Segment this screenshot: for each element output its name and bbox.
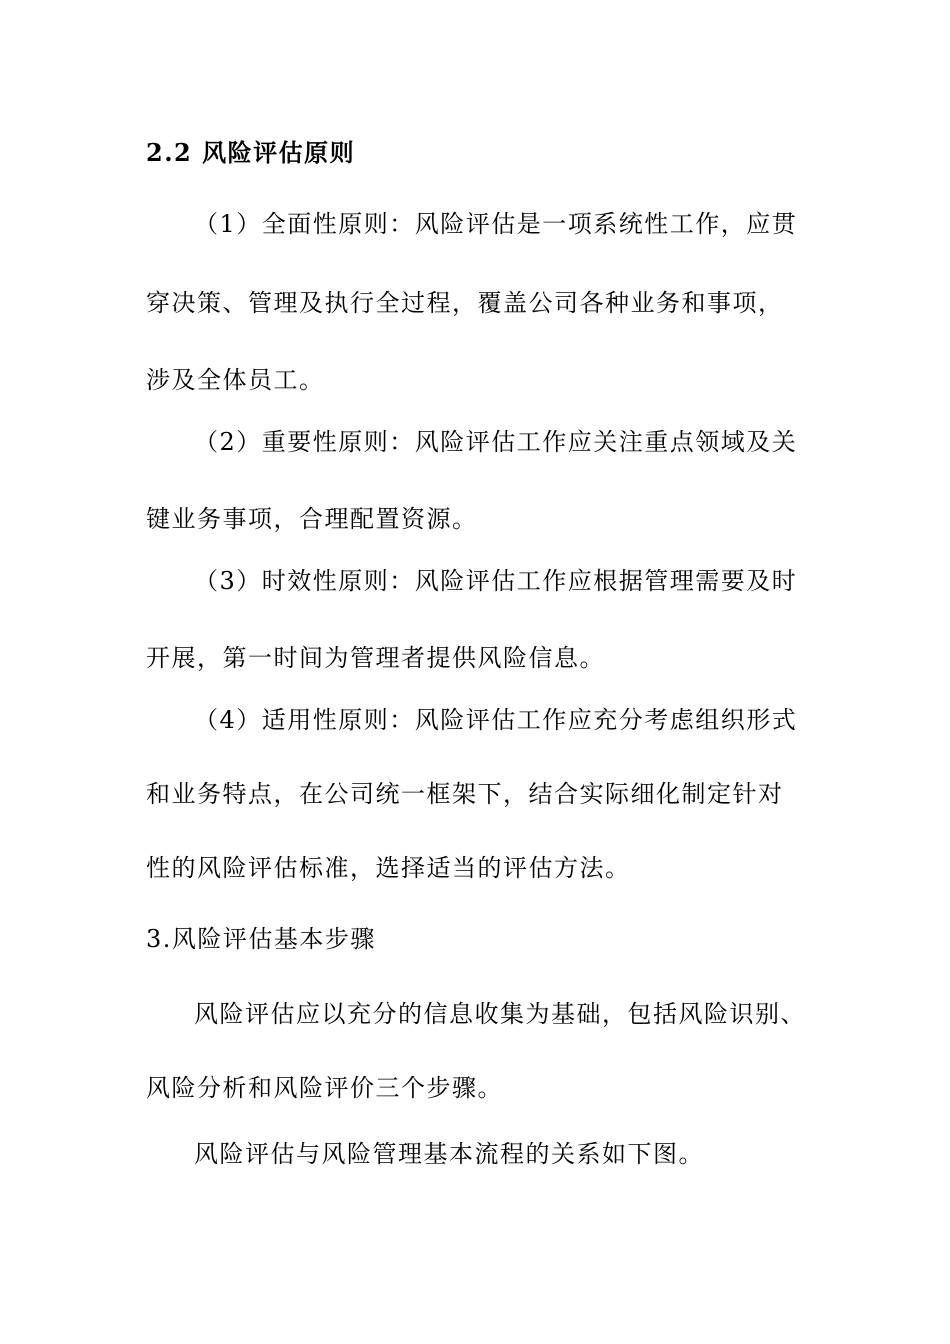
paragraph-timeliness-line-1: （3）时效性原则：风险评估工作应根据管理需要及时 xyxy=(194,567,798,595)
section-heading-3: 3.风险评估基本步骤 xyxy=(146,925,376,953)
paragraph-importance-line-1: （2）重要性原则：风险评估工作应关注重点领域及关 xyxy=(194,428,798,456)
paragraph-timeliness-line-2: 开展，第一时间为管理者提供风险信息。 xyxy=(146,644,605,672)
paragraph-comprehensiveness-line-3: 涉及全体员工。 xyxy=(146,366,325,394)
paragraph-relationship: 风险评估与风险管理基本流程的关系如下图。 xyxy=(194,1140,704,1168)
paragraph-importance-line-2: 键业务事项，合理配置资源。 xyxy=(146,505,478,533)
paragraph-steps-line-2: 风险分析和风险评价三个步骤。 xyxy=(146,1074,503,1102)
section-heading-2-2: 2.2 风险评估原则 xyxy=(146,138,356,167)
paragraph-applicability-line-2: 和业务特点，在公司统一框架下，结合实际细化制定针对 xyxy=(146,780,784,808)
paragraph-steps-line-1: 风险评估应以充分的信息收集为基础，包括风险识别、 xyxy=(194,1000,806,1028)
paragraph-comprehensiveness-line-1: （1）全面性原则：风险评估是一项系统性工作，应贯 xyxy=(194,210,798,238)
paragraph-comprehensiveness-line-2: 穿决策、管理及执行全过程，覆盖公司各种业务和事项， xyxy=(146,289,784,317)
paragraph-applicability-line-1: （4）适用性原则：风险评估工作应充分考虑组织形式 xyxy=(194,706,798,734)
paragraph-applicability-line-3: 性的风险评估标准，选择适当的评估方法。 xyxy=(146,854,631,882)
